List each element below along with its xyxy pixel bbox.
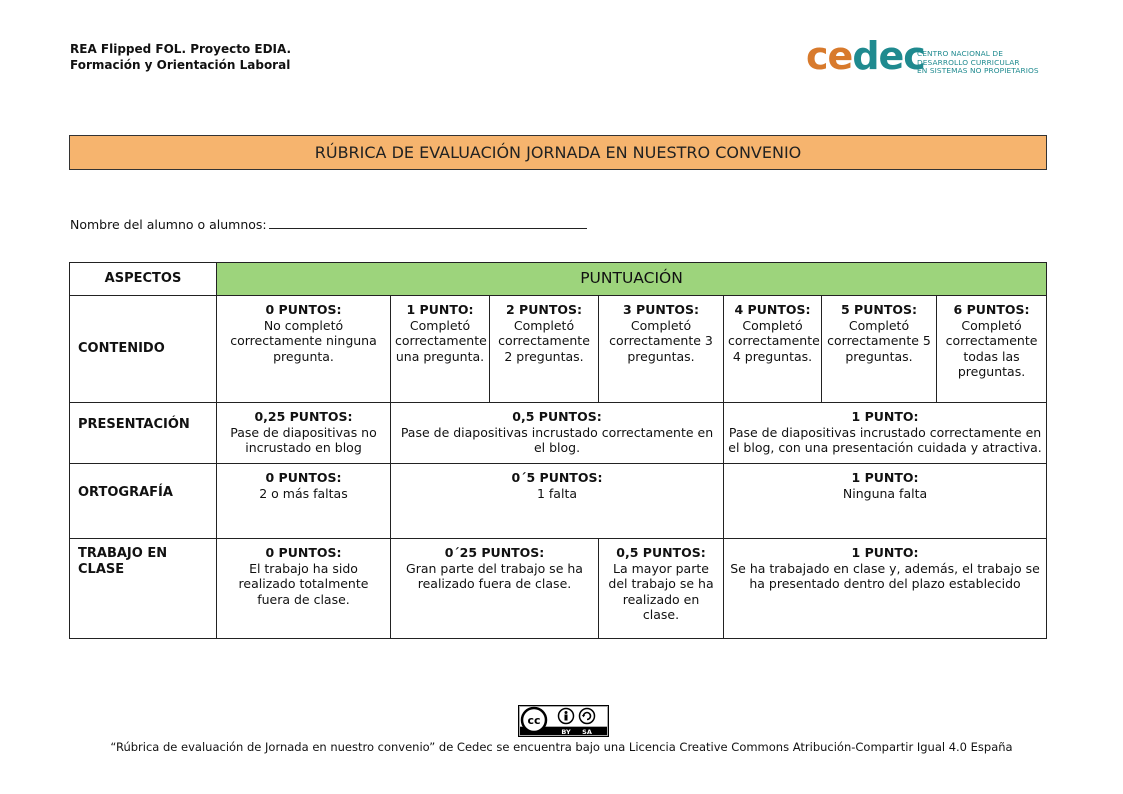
license-text: “Rúbrica de evaluación de Jornada en nuestro convenio” de Cedec se encuentra bajo una Licencia Creative Commons Atribución-Compartir Igual 4.0 España [110,740,1013,754]
contenido-level-6: 6 PUNTOS: Completó correctamente todas las preguntas. [937,296,1047,403]
rubric-table [69,262,1047,639]
table-row-ortografia [70,464,1047,539]
header-line-2: Formación y Orientación Laboral [70,58,291,72]
student-name-blank [269,216,587,229]
trabajo-level-0: 0 PUNTOS: El trabajo ha sido realizado totalmente fuera de clase. [217,539,391,639]
row-label-ortografia: ORTOGRAFÍA [70,464,217,539]
document-header [70,41,291,73]
cc-label: cc [527,714,541,727]
table-row-trabajo [70,539,1047,639]
trabajo-level-025: 0´25 PUNTOS: Gran parte del trabajo se ha realizado fuera de clase. [391,539,599,639]
sa-share-alike-icon [580,709,595,724]
cedec-logo-word: cedec [806,34,925,78]
contenido-level-2: 2 PUNTOS: Completó correctamente 2 preguntas. [490,296,599,403]
table-row-contenido [70,296,1047,403]
column-header-score: PUNTUACIÓN [217,263,1047,296]
trabajo-level-1: 1 PUNTO: Se ha trabajado en clase y, además, el trabajo se ha presentado dentro del plazo establecido [724,539,1047,639]
presentacion-level-high: 1 PUNTO: Pase de diapositivas incrustado correctamente en el blog, con una presentación cuidada y atractiva. [724,403,1047,464]
cedec-logo-subtitle: CENTRO NACIONAL DE DESARROLLO CURRICULAR EN SISTEMAS NO PROPIETARIOS [917,49,1039,76]
row-label-trabajo: TRABAJO EN CLASE [70,539,217,639]
ortografia-level-low: 0 PUNTOS: 2 o más faltas [217,464,391,539]
table-row-presentacion [70,403,1047,464]
presentacion-level-low: 0,25 PUNTOS: Pase de diapositivas no incrustado en blog [217,403,391,464]
student-name-field [70,216,587,232]
cc-by-sa-license-icon [518,705,609,737]
table-header-row [70,263,1047,296]
trabajo-level-05: 0,5 PUNTOS: La mayor parte del trabajo se ha realizado en clase. [599,539,724,639]
presentacion-level-mid: 0,5 PUNTOS: Pase de diapositivas incrustado correctamente en el blog. [391,403,724,464]
rubric-title: RÚBRICA DE EVALUACIÓN JORNADA EN NUESTRO CONVENIO [314,143,802,162]
ortografia-level-mid: 0´5 PUNTOS: 1 falta [391,464,724,539]
rubric-title-banner [69,135,1047,170]
contenido-level-5: 5 PUNTOS: Completó correctamente 5 preguntas. [822,296,937,403]
cc-by-label: BY [561,728,571,736]
row-label-contenido: CONTENIDO [70,296,217,403]
column-header-aspects: ASPECTOS [70,263,217,296]
contenido-level-4: 4 PUNTOS: Completó correctamente 4 preguntas. [724,296,822,403]
contenido-level-3: 3 PUNTOS: Completó correctamente 3 preguntas. [599,296,724,403]
ortografia-level-high: 1 PUNTO: Ninguna falta [724,464,1047,539]
header-line-1: REA Flipped FOL. Proyecto EDIA. [70,42,292,56]
cc-sa-label: SA [582,728,592,736]
row-label-presentacion: PRESENTACIÓN [70,403,217,464]
contenido-level-0: 0 PUNTOS: No completó correctamente ninguna pregunta. [217,296,391,403]
contenido-level-1: 1 PUNTO: Completó correctamente una pregunta. [391,296,490,403]
student-name-label: Nombre del alumno o alumnos: [70,217,267,232]
